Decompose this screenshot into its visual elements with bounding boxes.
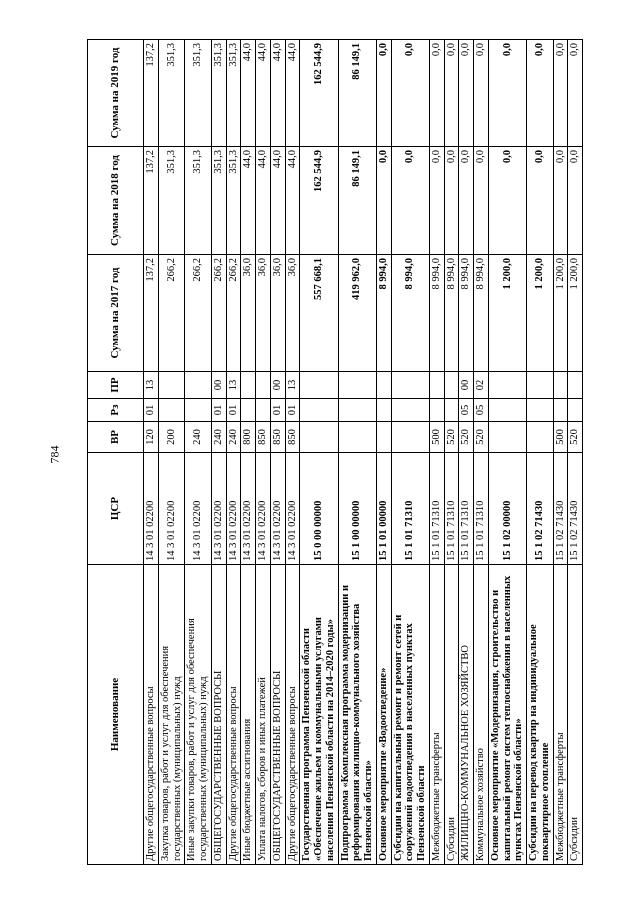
cell-vr: 800 <box>241 422 256 453</box>
cell-sum-2017: 419 962,0 <box>338 255 376 372</box>
cell-sum-2017: 1 200,0 <box>527 255 554 372</box>
cell-csr: 14 3 01 02200 <box>241 453 256 565</box>
cell-sum-2017: 557 668,1 <box>300 255 338 372</box>
header-pr: ПР <box>88 372 144 399</box>
table-row <box>241 40 256 865</box>
cell-csr: 14 3 01 02200 <box>158 453 185 565</box>
cell-name: Межбюджетные трансферты <box>553 565 568 865</box>
cell-pr: 13 <box>144 372 159 399</box>
table-row <box>488 40 526 865</box>
cell-sum-2019: 0,0 <box>527 40 554 147</box>
cell-name: Субсидии <box>568 565 583 865</box>
cell-rz <box>553 399 568 422</box>
cell-rz <box>391 399 429 422</box>
table-row <box>338 40 376 865</box>
cell-name: Основное мероприятие «Модернизация, строительство и капитальный ремонт систем теплоснабжения в населенных пунктах Пензенской области» <box>488 565 526 865</box>
cell-name: Субсидии <box>444 565 459 865</box>
cell-csr: 14 3 01 02200 <box>211 453 226 565</box>
cell-rz <box>568 399 583 422</box>
cell-sum-2018: 44,0 <box>270 147 285 255</box>
cell-pr <box>241 372 256 399</box>
cell-rz <box>158 399 185 422</box>
header-name: Наименование <box>88 565 144 865</box>
cell-vr: 500 <box>429 422 444 453</box>
table-row <box>391 40 429 865</box>
cell-sum-2019: 44,0 <box>241 40 256 147</box>
cell-vr <box>527 422 554 453</box>
cell-rz: 01 <box>211 399 226 422</box>
cell-pr: 00 <box>459 372 474 399</box>
cell-name: Подпрограмма «Комплексная программа модернизации и реформирования жилищно-коммунального хозяйства Пензенской области» <box>338 565 376 865</box>
cell-pr <box>376 372 391 399</box>
cell-csr: 14 3 01 02200 <box>185 453 212 565</box>
cell-sum-2019: 0,0 <box>429 40 444 147</box>
cell-vr: 520 <box>474 422 489 453</box>
table-row <box>474 40 489 865</box>
cell-pr: 02 <box>474 372 489 399</box>
cell-pr <box>488 372 526 399</box>
cell-rz <box>300 399 338 422</box>
cell-pr <box>158 372 185 399</box>
cell-sum-2018: 0,0 <box>391 147 429 255</box>
cell-sum-2017: 266,2 <box>158 255 185 372</box>
cell-sum-2019: 0,0 <box>376 40 391 147</box>
cell-rz: 01 <box>285 399 300 422</box>
table-row <box>285 40 300 865</box>
table-row <box>256 40 271 865</box>
cell-sum-2017: 36,0 <box>270 255 285 372</box>
cell-sum-2019: 0,0 <box>553 40 568 147</box>
cell-csr: 15 1 00 00000 <box>338 453 376 565</box>
cell-sum-2019: 351,3 <box>158 40 185 147</box>
cell-sum-2019: 0,0 <box>488 40 526 147</box>
cell-sum-2019: 44,0 <box>270 40 285 147</box>
cell-vr: 200 <box>158 422 185 453</box>
cell-csr: 14 3 01 02200 <box>285 453 300 565</box>
table-row <box>376 40 391 865</box>
cell-name: Другие общегосударственные вопросы <box>144 565 159 865</box>
cell-rz: 01 <box>270 399 285 422</box>
cell-name: Межбюджетные трансферты <box>429 565 444 865</box>
cell-name: Иные закупки товаров, работ и услуг для обеспечения государственных (муниципальных) нужд <box>185 565 212 865</box>
cell-sum-2018: 0,0 <box>429 147 444 255</box>
cell-vr <box>376 422 391 453</box>
cell-sum-2018: 44,0 <box>285 147 300 255</box>
header-csr: ЦСР <box>88 453 144 565</box>
cell-vr: 520 <box>568 422 583 453</box>
cell-sum-2017: 8 994,0 <box>444 255 459 372</box>
cell-pr <box>185 372 212 399</box>
cell-sum-2018: 86 149,1 <box>338 147 376 255</box>
cell-rz <box>338 399 376 422</box>
cell-sum-2019: 351,3 <box>211 40 226 147</box>
cell-sum-2017: 137,2 <box>144 255 159 372</box>
table-row <box>429 40 444 865</box>
cell-sum-2017: 8 994,0 <box>376 255 391 372</box>
table-row <box>459 40 474 865</box>
table-row <box>444 40 459 865</box>
table-header-row <box>88 40 144 865</box>
cell-pr <box>527 372 554 399</box>
cell-name: ОБЩЕГОСУДАРСТВЕННЫЕ ВОПРОСЫ <box>211 565 226 865</box>
cell-vr: 240 <box>211 422 226 453</box>
cell-name: Закупка товаров, работ и услуг для обеспечения государственных (муниципальных) нужд <box>158 565 185 865</box>
cell-vr <box>391 422 429 453</box>
cell-pr <box>429 372 444 399</box>
cell-sum-2018: 351,3 <box>211 147 226 255</box>
cell-name: ЖИЛИЩНО-КОММУНАЛЬНОЕ ХОЗЯЙСТВО <box>459 565 474 865</box>
cell-sum-2017: 1 200,0 <box>568 255 583 372</box>
cell-sum-2019: 351,3 <box>226 40 241 147</box>
cell-sum-2018: 162 544,9 <box>300 147 338 255</box>
cell-pr <box>568 372 583 399</box>
cell-sum-2017: 266,2 <box>185 255 212 372</box>
page-number: 784 <box>47 445 62 464</box>
cell-name: Субсидии на перевод квартир на индивидуальное поквартирное отопление <box>527 565 554 865</box>
cell-csr: 15 1 01 71310 <box>459 453 474 565</box>
cell-rz <box>429 399 444 422</box>
cell-csr: 15 1 02 71430 <box>568 453 583 565</box>
cell-vr <box>488 422 526 453</box>
cell-vr: 850 <box>285 422 300 453</box>
cell-rz <box>256 399 271 422</box>
cell-pr <box>256 372 271 399</box>
cell-sum-2018: 0,0 <box>553 147 568 255</box>
cell-csr: 15 1 02 71430 <box>553 453 568 565</box>
cell-vr: 240 <box>226 422 241 453</box>
cell-vr <box>338 422 376 453</box>
cell-sum-2019: 0,0 <box>568 40 583 147</box>
cell-sum-2019: 137,2 <box>144 40 159 147</box>
cell-rz <box>527 399 554 422</box>
cell-vr: 500 <box>553 422 568 453</box>
cell-sum-2017: 36,0 <box>256 255 271 372</box>
cell-vr: 850 <box>270 422 285 453</box>
cell-rz: 01 <box>144 399 159 422</box>
cell-vr: 120 <box>144 422 159 453</box>
cell-name: Государственная программа Пензенской области «Обеспечение жильем и коммунальными услугами населения Пензенской области на 2014–2020 годы» <box>300 565 338 865</box>
cell-vr: 240 <box>185 422 212 453</box>
cell-rz: 01 <box>226 399 241 422</box>
budget-table <box>87 39 583 865</box>
cell-rz <box>185 399 212 422</box>
cell-sum-2017: 8 994,0 <box>459 255 474 372</box>
cell-sum-2018: 44,0 <box>241 147 256 255</box>
cell-sum-2018: 0,0 <box>488 147 526 255</box>
cell-name: Иные бюджетные ассигнования <box>241 565 256 865</box>
header-sum-2017: Сумма на 2017 год <box>88 255 144 372</box>
cell-csr: 14 3 01 02200 <box>226 453 241 565</box>
cell-csr: 15 1 01 00000 <box>376 453 391 565</box>
cell-vr <box>300 422 338 453</box>
table-row <box>144 40 159 865</box>
cell-pr: 00 <box>270 372 285 399</box>
cell-sum-2018: 0,0 <box>474 147 489 255</box>
cell-name: ОБЩЕГОСУДАРСТВЕННЫЕ ВОПРОСЫ <box>270 565 285 865</box>
cell-sum-2018: 0,0 <box>376 147 391 255</box>
cell-pr <box>391 372 429 399</box>
cell-sum-2017: 36,0 <box>241 255 256 372</box>
table-row <box>158 40 185 865</box>
cell-vr: 520 <box>444 422 459 453</box>
cell-sum-2018: 0,0 <box>568 147 583 255</box>
cell-name: Субсидии на капитальный ремонт и ремонт сетей и сооружений водоотведения в населенных пунктах Пензенской области <box>391 565 429 865</box>
cell-rz <box>376 399 391 422</box>
table-row <box>226 40 241 865</box>
cell-sum-2019: 44,0 <box>285 40 300 147</box>
cell-csr: 15 1 02 71430 <box>527 453 554 565</box>
table-row <box>568 40 583 865</box>
cell-sum-2019: 44,0 <box>256 40 271 147</box>
cell-sum-2018: 0,0 <box>527 147 554 255</box>
cell-csr: 15 1 01 71310 <box>391 453 429 565</box>
cell-rz <box>444 399 459 422</box>
cell-csr: 15 1 02 00000 <box>488 453 526 565</box>
cell-sum-2019: 0,0 <box>459 40 474 147</box>
cell-sum-2019: 0,0 <box>391 40 429 147</box>
header-vr: ВР <box>88 422 144 453</box>
cell-sum-2019: 162 544,9 <box>300 40 338 147</box>
cell-sum-2018: 0,0 <box>459 147 474 255</box>
cell-sum-2018: 351,3 <box>185 147 212 255</box>
cell-csr: 15 1 01 71310 <box>429 453 444 565</box>
cell-name: Уплата налогов, сборов и иных платежей <box>256 565 271 865</box>
table-row <box>527 40 554 865</box>
header-sum-2019: Сумма на 2019 год <box>88 40 144 147</box>
cell-name: Основное мероприятие «Водоотведение» <box>376 565 391 865</box>
cell-vr: 850 <box>256 422 271 453</box>
cell-pr <box>300 372 338 399</box>
cell-rz: 05 <box>459 399 474 422</box>
cell-csr: 14 3 01 02200 <box>270 453 285 565</box>
cell-sum-2018: 137,2 <box>144 147 159 255</box>
cell-rz <box>241 399 256 422</box>
table-row <box>211 40 226 865</box>
cell-name: Коммунальное хозяйство <box>474 565 489 865</box>
cell-sum-2017: 266,2 <box>211 255 226 372</box>
cell-sum-2018: 44,0 <box>256 147 271 255</box>
header-sum-2018: Сумма на 2018 год <box>88 147 144 255</box>
cell-rz <box>488 399 526 422</box>
cell-sum-2018: 351,3 <box>158 147 185 255</box>
cell-rz: 05 <box>474 399 489 422</box>
cell-pr: 13 <box>285 372 300 399</box>
cell-sum-2018: 351,3 <box>226 147 241 255</box>
cell-sum-2017: 8 994,0 <box>474 255 489 372</box>
cell-name: Другие общегосударственные вопросы <box>285 565 300 865</box>
cell-sum-2019: 351,3 <box>185 40 212 147</box>
cell-sum-2017: 1 200,0 <box>553 255 568 372</box>
cell-vr: 520 <box>459 422 474 453</box>
table-row <box>553 40 568 865</box>
table-body <box>144 40 583 865</box>
cell-sum-2019: 0,0 <box>474 40 489 147</box>
cell-sum-2017: 266,2 <box>226 255 241 372</box>
cell-sum-2017: 8 994,0 <box>429 255 444 372</box>
cell-csr: 15 1 01 71310 <box>474 453 489 565</box>
cell-pr <box>338 372 376 399</box>
cell-sum-2017: 8 994,0 <box>391 255 429 372</box>
cell-pr: 00 <box>211 372 226 399</box>
cell-sum-2019: 86 149,1 <box>338 40 376 147</box>
cell-csr: 15 0 00 00000 <box>300 453 338 565</box>
table-row <box>270 40 285 865</box>
cell-csr: 14 3 01 02200 <box>256 453 271 565</box>
cell-pr: 13 <box>226 372 241 399</box>
header-rz: Рз <box>88 399 144 422</box>
cell-sum-2017: 1 200,0 <box>488 255 526 372</box>
cell-sum-2019: 0,0 <box>444 40 459 147</box>
table-row <box>300 40 338 865</box>
cell-sum-2017: 36,0 <box>285 255 300 372</box>
cell-pr <box>444 372 459 399</box>
cell-pr <box>553 372 568 399</box>
cell-csr: 15 1 01 71310 <box>444 453 459 565</box>
cell-sum-2018: 0,0 <box>444 147 459 255</box>
cell-name: Другие общегосударственные вопросы <box>226 565 241 865</box>
cell-csr: 14 3 01 02200 <box>144 453 159 565</box>
table-row <box>185 40 212 865</box>
